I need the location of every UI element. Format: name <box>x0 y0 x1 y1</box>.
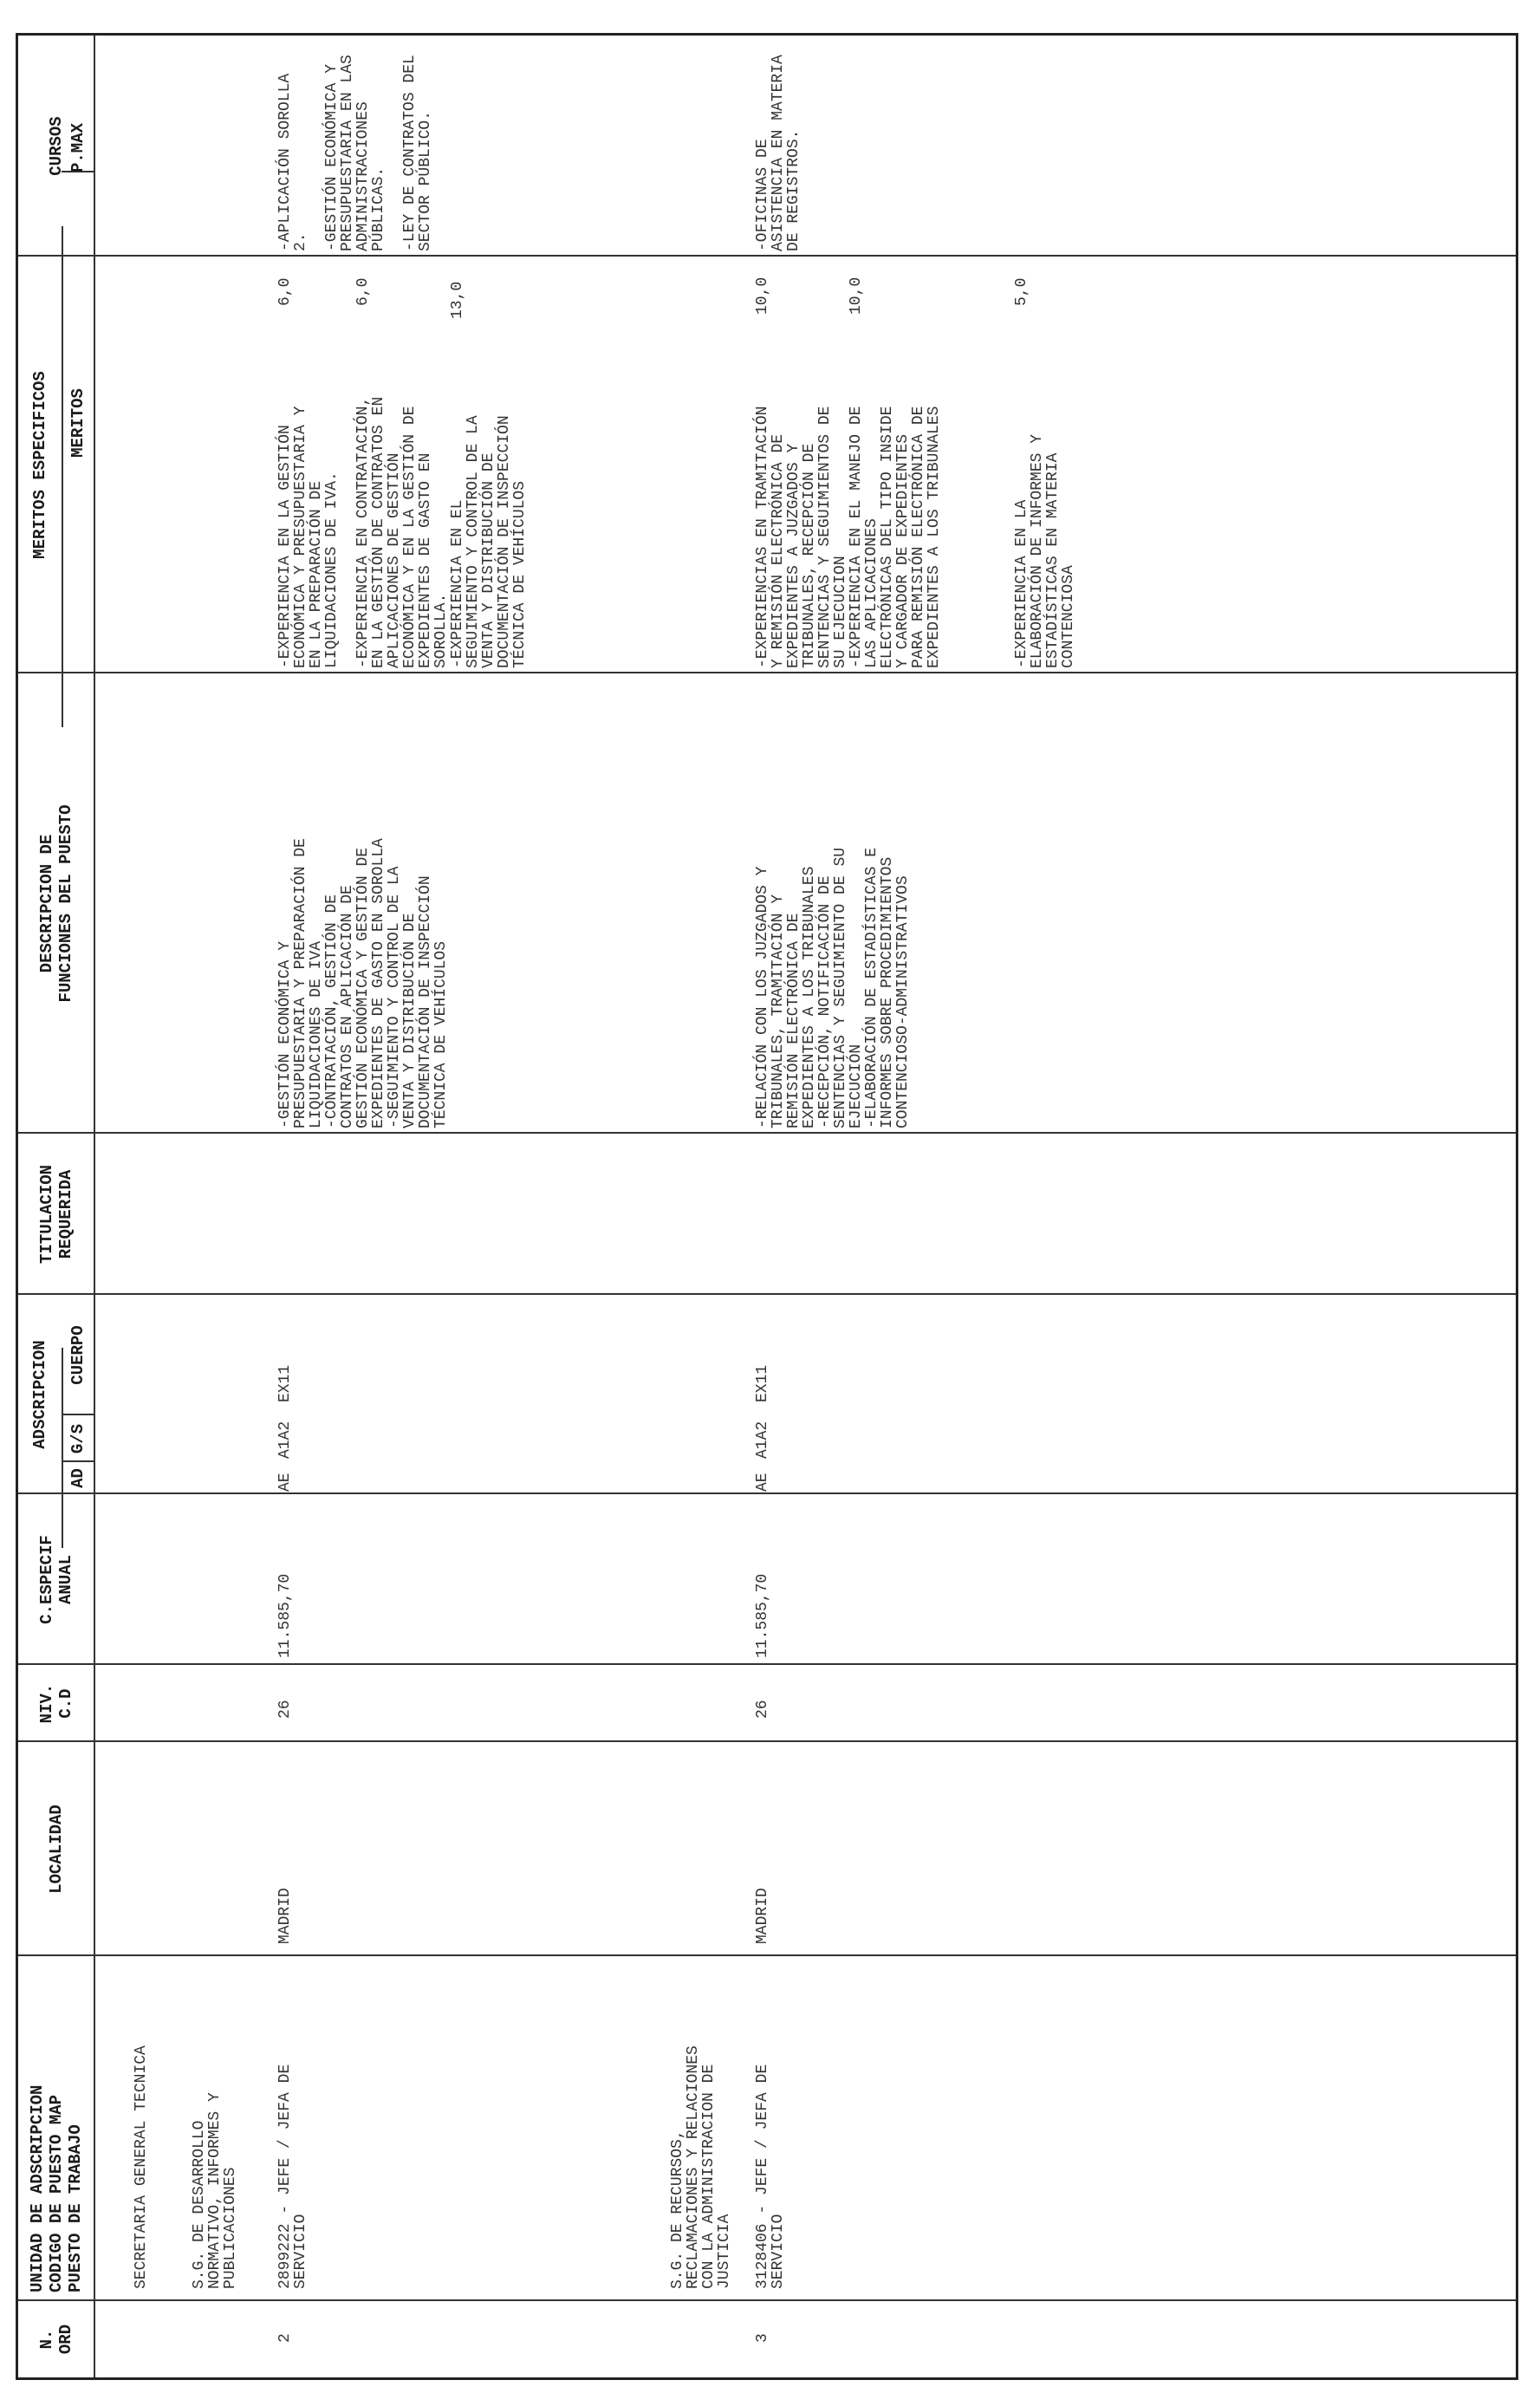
header-nivel: NIV. C.D <box>36 1683 75 1724</box>
descripcion-text: -RELACIÓN CON LOS JUZGADOS Y TRIBUNALES, TRAMITACIÓN Y REMISIÓN ELECTRÓNICA DE EXPEDIENTES A LOS TRIBUNALES -RECEPCIÓN, NOTIFICACIÓN DE SENTENCIAS Y SEGUIMIENTO DE SU EJECUCIÓN -ELABORACIÓN DE ESTADÍSTICAS E INFORMES SOBRE PROCEDIMIENTOS CONTENCIOSO-ADMINISTRATIVOS <box>754 847 912 1128</box>
merito-pmax: 10,0 <box>754 276 771 315</box>
col-line-5 <box>18 1492 1516 1494</box>
merito-pmax: 10,0 <box>848 276 865 315</box>
c-especif-value: 11.585,70 <box>754 1573 771 1658</box>
position-title: 3128406 - JEFE / JEFA DE SERVICIO <box>754 2064 787 2289</box>
merito-text: -EXPERIENCIA EN EL MANEJO DE LAS APLICACIONES ELECTRÓNICAS DEL TIPO INSIDE Y CARGADOR DE EXPEDIENTES PARA REMISIÓN ELECTRÓNICA DE EXPEDIENTES A LOS TRIBUNALES <box>848 406 943 668</box>
gs-value: A1A2 <box>276 1421 294 1459</box>
unit-heading: SECRETARIA GENERAL TECNICA <box>133 2045 150 2289</box>
col-line-2 <box>18 1954 1516 1956</box>
nivel-value: 26 <box>276 1700 294 1719</box>
header-cursos: CURSOS <box>46 116 66 176</box>
header-localidad: LOCALIDAD <box>46 1804 66 1894</box>
merito-text: -EXPERIENCIA EN EL SEGUIMIENTO Y CONTROL DE LA VENTA Y DISTRIBUCIÓN DE DOCUMENTACIÓN DE INSPECCIÓN TÉCNICA DE VEHÍCULOS <box>449 415 529 668</box>
col-line-7 <box>18 1132 1516 1134</box>
row-n-ord: 2 <box>276 2333 294 2343</box>
header-unidad: UNIDAD DE ADSCRIPCION CODIGO DE PUESTO MAP PUESTO DE TRABAJO <box>27 2084 85 2292</box>
header-adscripcion: ADSCRIPCION <box>30 1340 49 1449</box>
gs-value: A1A2 <box>754 1421 771 1459</box>
header-p-max: P.MAX <box>68 122 88 172</box>
cursos-text: -OFICINAS DE ASISTENCIA EN MATERIA DE REGISTROS. <box>754 55 802 251</box>
col-line-1 <box>18 2299 1516 2301</box>
header-ad: AD <box>68 1468 88 1488</box>
cuerpo-value: EX11 <box>754 1364 771 1402</box>
header-c-especif: C.ESPECIF ANUAL <box>36 1535 75 1624</box>
merito-text: -EXPERIENCIA EN CONTRATACIÓN, EN LA GESTIÓN DE CONTRATOS EN APLICACIONES DE GESTIÓN ECONÓMICA Y EN LA GESTIÓN DE EXPEDIENTES DE GASTO EN SOROLLA. <box>354 396 450 668</box>
header-n-ord: N. ORD <box>36 2324 75 2355</box>
merito-text: -EXPERIENCIAS EN TRAMITACIÓN Y REMISIÓN ELECTRÓNICA DE EXPEDIENTES A JUZGADOS Y TRIBUNALES, RECEPCIÓN DE SENTENCIAS Y SEGUIMIENTOS DE SU EJECUCION <box>754 406 849 668</box>
col-line-9 <box>18 255 1516 257</box>
header-meritos: MERITOS <box>68 388 88 458</box>
merito-pmax: 5,0 <box>1013 277 1030 306</box>
col-line-6 <box>18 1293 1516 1295</box>
position-title: 2899222 - JEFE / JEFA DE SERVICIO <box>276 2064 309 2289</box>
localidad-value: MADRID <box>754 1888 771 1944</box>
c-especif-value: 11.585,70 <box>276 1573 294 1658</box>
nivel-value: 26 <box>754 1700 771 1719</box>
localidad-value: MADRID <box>276 1888 294 1944</box>
row-n-ord: 3 <box>754 2333 771 2343</box>
header-meritos-especificos: MERITOS ESPECIFICOS <box>30 371 49 559</box>
cuerpo-value: EX11 <box>276 1364 294 1402</box>
header-descripcion: DESCRIPCION DE FUNCIONES DEL PUESTO <box>36 804 75 1003</box>
job-positions-table <box>16 33 1518 2380</box>
col-line-8 <box>18 672 1516 673</box>
merito-pmax: 13,0 <box>449 281 466 319</box>
descripcion-text: -GESTIÓN ECONÓMICA Y PRESUPUESTARIA Y PREPARACIÓN DE LIQUIDACIONES DE IVA -CONTRATACIÓN, GESTIÓN DE CONTRATOS EN APLICACIÓN DE GESTIÓN ECONÓMICA Y GESTIÓN DE EXPEDIENTES DE GASTO EN SOROLLA -SEGUIMIENTO Y CONTROL DE LA VENTA Y DISTRIBUCIÓN DE DOCUMENTACIÓN DE INSPECCIÓN TÉCNICA DE VEHÍCULOS <box>276 838 450 1128</box>
ad-value: AE <box>276 1473 294 1492</box>
merito-pmax: 6,0 <box>354 277 372 306</box>
col-line-4 <box>18 1663 1516 1665</box>
merito-text: -EXPERIENCIA EN LA ELABORACIÓN DE INFORMES Y ESTADÍSTICAS EN MATERIA CONTENCIOSA <box>1013 433 1077 668</box>
header-cuerpo: CUERPO <box>68 1325 88 1385</box>
merito-pmax: 6,0 <box>276 277 294 306</box>
header-titulacion: TITULACION REQUERIDA <box>36 1164 75 1265</box>
ad-value: AE <box>754 1473 771 1492</box>
cursos-text: -APLICACIÓN SOROLLA 2. -GESTIÓN ECONÓMICA Y PRESUPUESTARIA EN LAS ADMINISTRACIONES PÚBLICAS. -LEY DE CONTRATOS DEL SECTOR PÚBLICO. <box>276 55 434 251</box>
subunit-heading: S.G. DE RECURSOS, RECLAMACIONES Y RELACIONES CON LA ADMINISTRACION DE JUSTICIA <box>669 2045 733 2289</box>
col-line-3 <box>18 1740 1516 1742</box>
subunit-heading: S.G. DE DESARROLLO NORMATIVO, INFORMES Y PUBLICACIONES <box>191 2092 239 2289</box>
header-bottom-line <box>94 36 95 2377</box>
header-gs: G/S <box>68 1423 88 1454</box>
merito-text: -EXPERIENCIA EN LA GESTIÓN ECONÓMICA Y PRESUPUESTARIA Y EN LA PREPARACIÓN DE LIQUIDACIONES DE IVA. <box>276 406 341 668</box>
